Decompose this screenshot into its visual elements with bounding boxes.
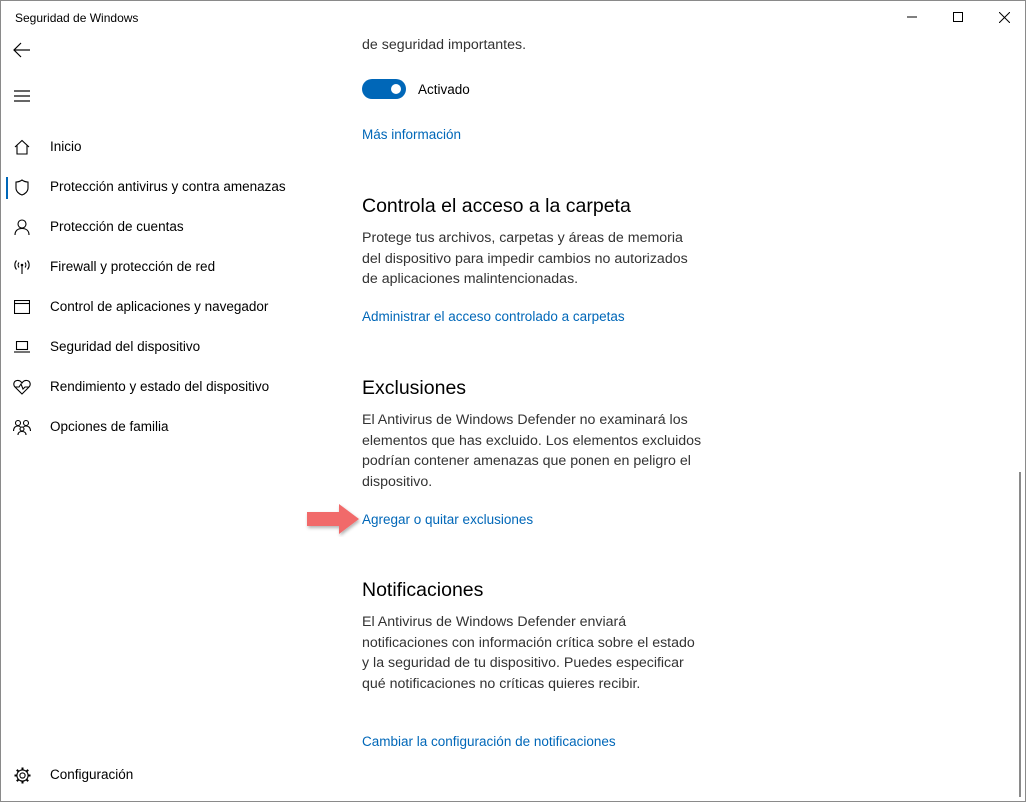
sidebar-item-label: Protección de cuentas — [50, 219, 184, 234]
settings-label: Configuración — [50, 767, 134, 782]
sidebar-item-label: Control de aplicaciones y navegador — [50, 299, 269, 314]
maximize-button[interactable] — [935, 1, 981, 33]
sidebar-item-rendimiento[interactable] — [1, 367, 321, 407]
sidebar — [1, 33, 321, 801]
main-content — [362, 33, 1002, 801]
home-icon — [13, 138, 31, 156]
gear-icon — [13, 766, 31, 784]
cut-off-text: de seguridad importantes. — [362, 37, 527, 53]
sidebar-item-label: Seguridad del dispositivo — [50, 339, 201, 354]
sidebar-item-label: Rendimiento y estado del dispositivo — [50, 379, 270, 394]
section-title-notifications: Notificaciones — [362, 579, 484, 601]
toggle-label: Activado — [418, 81, 470, 97]
section-title-exclusions: Exclusiones — [362, 377, 467, 399]
back-arrow-icon — [13, 42, 31, 63]
wireless-icon — [13, 258, 31, 276]
minimize-icon — [907, 12, 917, 22]
sidebar-item-antivirus[interactable] — [1, 167, 321, 207]
person-icon — [13, 218, 31, 236]
hamburger-icon — [14, 89, 30, 107]
app-window-icon — [13, 298, 31, 316]
sidebar-item-familia[interactable] — [1, 407, 321, 447]
scrollbar-thumb[interactable] — [1019, 472, 1021, 797]
toggle-row — [362, 78, 470, 100]
section-desc-notifications: El Antivirus de Windows Defender enviará notificaciones con información crítica sobre el estado y la seguridad de tu dispositivo. Puedes especificar qué notificaciones no críticas quieres recibir. — [362, 614, 695, 692]
minimize-button[interactable] — [889, 1, 935, 33]
section-desc-exclusions: El Antivirus de Windows Defender no examinará los elementos que has excluido. Los elementos excluidos podrían contener amenazas que ponen en peligro el dispositivo. — [362, 412, 702, 490]
sidebar-item-label: Firewall y protección de red — [50, 259, 216, 274]
section-title-folder-access: Controla el acceso a la carpeta — [362, 195, 631, 217]
menu-button[interactable] — [7, 83, 37, 113]
annotation-arrow-icon — [305, 501, 361, 537]
heart-pulse-icon — [13, 378, 31, 396]
protection-toggle[interactable] — [362, 79, 406, 99]
laptop-icon — [13, 338, 31, 356]
manage-folder-access-link[interactable]: Administrar el acceso controlado a carpetas — [362, 309, 625, 324]
sidebar-item-configuracion[interactable] — [1, 755, 321, 795]
back-button[interactable] — [7, 37, 37, 67]
close-icon — [999, 12, 1010, 23]
sidebar-item-inicio[interactable] — [1, 127, 321, 167]
sidebar-item-dispositivo[interactable] — [1, 327, 321, 367]
sidebar-item-cuentas[interactable] — [1, 207, 321, 247]
change-notifications-link[interactable]: Cambiar la configuración de notificaciones — [362, 734, 616, 749]
sidebar-item-label: Protección antivirus y contra amenazas — [50, 179, 286, 194]
maximize-icon — [953, 12, 963, 22]
nav-list — [1, 127, 321, 447]
add-remove-exclusions-link[interactable]: Agregar o quitar exclusiones — [362, 512, 534, 527]
sidebar-item-firewall[interactable] — [1, 247, 321, 287]
section-desc-folder-access: Protege tus archivos, carpetas y áreas de memoria del dispositivo para impedir cambios no autorizados de aplicaciones malintencionadas. — [362, 230, 688, 287]
title-bar — [1, 1, 1025, 33]
window-title: Seguridad de Windows — [15, 11, 139, 25]
family-icon — [13, 418, 31, 436]
sidebar-item-aplicaciones[interactable] — [1, 287, 321, 327]
sidebar-item-label: Opciones de familia — [50, 419, 169, 434]
close-button[interactable] — [981, 1, 1026, 33]
shield-icon — [13, 178, 31, 196]
more-info-link[interactable]: Más información — [362, 127, 462, 142]
sidebar-item-label: Inicio — [50, 139, 82, 154]
